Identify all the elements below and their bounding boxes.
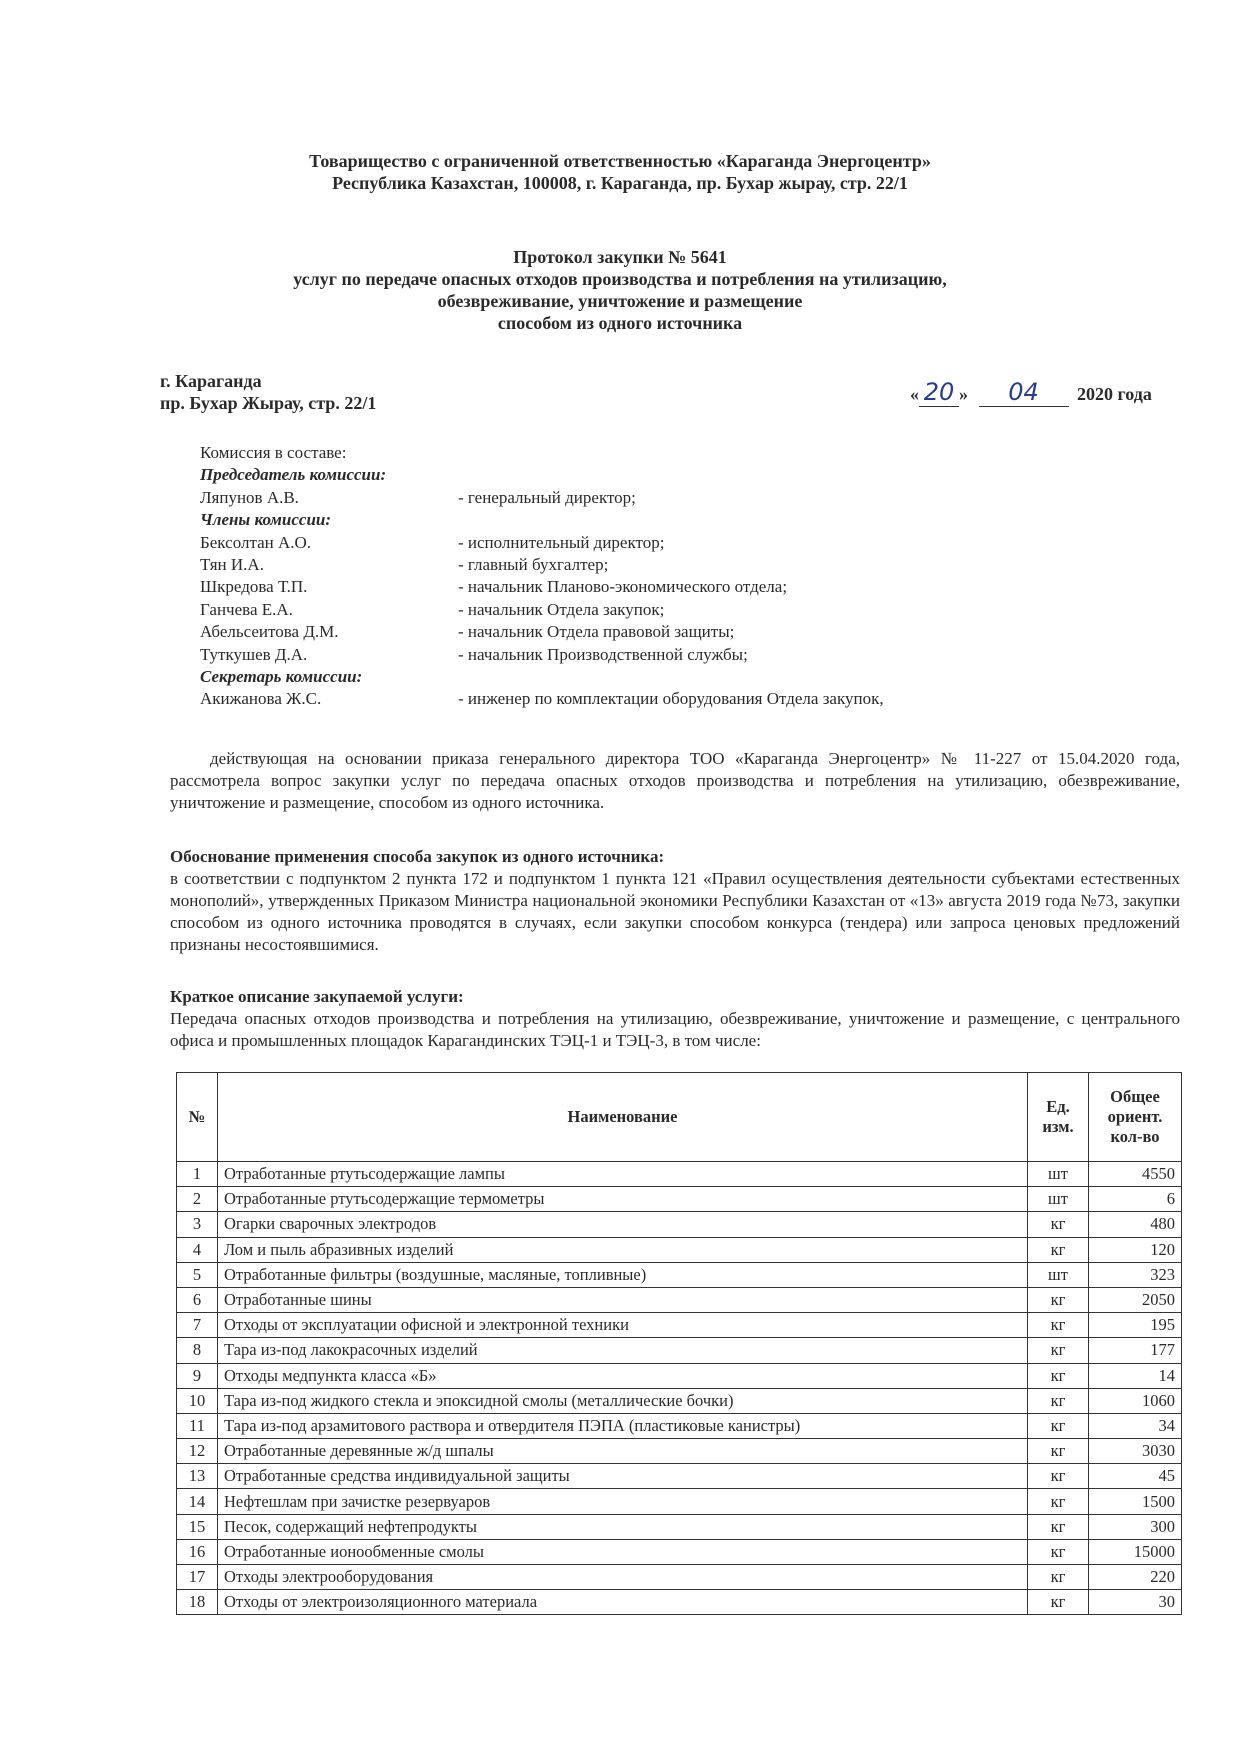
cell-name: Отработанные фильтры (воздушные, масляные, топливные) bbox=[218, 1262, 1028, 1287]
table-row bbox=[177, 1388, 1182, 1413]
table-row bbox=[177, 1237, 1182, 1262]
member-name: Бексолтан А.О. bbox=[200, 532, 312, 552]
cell-name: Отработанные ртутьсодержащие термометры bbox=[218, 1187, 1028, 1212]
table-row bbox=[177, 1262, 1182, 1287]
cell-unit: кг bbox=[1028, 1464, 1089, 1489]
commission-member-row bbox=[200, 487, 884, 509]
commission-list bbox=[200, 442, 884, 711]
cell-unit: шт bbox=[1028, 1162, 1089, 1187]
cell-unit: кг bbox=[1028, 1413, 1089, 1438]
members-heading: Члены комиссии: bbox=[200, 510, 332, 530]
member-role: - начальник Производственной службы; bbox=[458, 644, 748, 664]
cell-num: 10 bbox=[177, 1388, 218, 1413]
protocol-subject-line-1: услуг по передаче опасных отходов производства и потребления на утилизацию, bbox=[293, 269, 947, 289]
cell-unit: кг bbox=[1028, 1388, 1089, 1413]
justification-heading: Обоснование применения способа закупок из одного источника: bbox=[170, 847, 665, 866]
date-month: 04 bbox=[979, 378, 1069, 407]
commission-member-row bbox=[200, 576, 884, 598]
cell-name: Отходы от эксплуатации офисной и электронной техники bbox=[218, 1313, 1028, 1338]
cell-num: 5 bbox=[177, 1262, 218, 1287]
commission-member-row bbox=[200, 554, 884, 576]
member-role: - начальник Планово-экономического отдела; bbox=[458, 577, 788, 597]
table-row bbox=[177, 1590, 1182, 1615]
cell-num: 8 bbox=[177, 1338, 218, 1363]
cell-qty: 1500 bbox=[1089, 1489, 1182, 1514]
member-name: Тян И.А. bbox=[200, 554, 264, 574]
service-description-text: Передача опасных отходов производства и потребления на утилизацию, обезвреживание, уничтожение и размещение, с центрального офиса и промышленных площадок Карагандинских ТЭЦ-1 и ТЭЦ-3, в том числе: bbox=[170, 1009, 1180, 1050]
member-name: Туткушев Д.А. bbox=[200, 644, 308, 664]
commission-member-row bbox=[200, 599, 884, 621]
member-role: - начальник Отдела закупок; bbox=[458, 599, 665, 619]
cell-name: Отходы от электроизоляционного материала bbox=[218, 1590, 1028, 1615]
cell-num: 11 bbox=[177, 1413, 218, 1438]
organization-header bbox=[0, 150, 1240, 194]
cell-num: 13 bbox=[177, 1464, 218, 1489]
table-row bbox=[177, 1338, 1182, 1363]
date-open-quote: « bbox=[910, 384, 919, 404]
cell-qty: 195 bbox=[1089, 1313, 1182, 1338]
cell-qty: 300 bbox=[1089, 1514, 1182, 1539]
table-row bbox=[177, 1413, 1182, 1438]
cell-name: Отработанные шины bbox=[218, 1287, 1028, 1312]
commission-intro: Комиссия в составе: bbox=[200, 443, 347, 462]
cell-unit: кг bbox=[1028, 1489, 1089, 1514]
table-row bbox=[177, 1287, 1182, 1312]
justification-section bbox=[170, 846, 1180, 956]
cell-num: 16 bbox=[177, 1539, 218, 1564]
cell-unit: кг bbox=[1028, 1590, 1089, 1615]
table-header-row bbox=[177, 1073, 1182, 1162]
cell-name: Лом и пыль абразивных изделий bbox=[218, 1237, 1028, 1262]
protocol-date bbox=[910, 378, 1152, 407]
cell-unit: шт bbox=[1028, 1187, 1089, 1212]
cell-unit: кг bbox=[1028, 1565, 1089, 1590]
cell-name: Отработанные ртутьсодержащие лампы bbox=[218, 1162, 1028, 1187]
service-description-section bbox=[170, 986, 1180, 1052]
member-role: - начальник Отдела правовой защиты; bbox=[458, 622, 735, 642]
cell-qty: 177 bbox=[1089, 1338, 1182, 1363]
cell-num: 9 bbox=[177, 1363, 218, 1388]
table-row bbox=[177, 1565, 1182, 1590]
table-row bbox=[177, 1439, 1182, 1464]
cell-qty: 6 bbox=[1089, 1187, 1182, 1212]
justification-text: в соответствии с подпунктом 2 пункта 172 и подпунктом 1 пункта 121 «Правил осуществления деятельности субъектами естественных монополий», утвержденных Приказом Министра национальной экономики Республики Казахстан от «13» августа 2019 года №73, закупки способом из одного источника проводятся в случаях, если закупки способом конкурса (тендера) или запроса ценовых предложений признаны несостоявшимися. bbox=[170, 869, 1180, 954]
member-name: Абельсеитова Д.М. bbox=[200, 622, 339, 642]
cell-qty: 4550 bbox=[1089, 1162, 1182, 1187]
cell-num: 15 bbox=[177, 1514, 218, 1539]
cell-qty: 480 bbox=[1089, 1212, 1182, 1237]
cell-qty: 14 bbox=[1089, 1363, 1182, 1388]
cell-unit: кг bbox=[1028, 1287, 1089, 1312]
cell-qty: 45 bbox=[1089, 1464, 1182, 1489]
member-role: - исполнительный директор; bbox=[458, 532, 665, 552]
cell-name: Отработанные ионообменные смолы bbox=[218, 1539, 1028, 1564]
cell-num: 7 bbox=[177, 1313, 218, 1338]
member-role: - генеральный директор; bbox=[458, 487, 636, 507]
member-name: Шкредова Т.П. bbox=[200, 577, 308, 597]
decision-paragraph: действующая на основании приказа генерального директора ТОО «Караганда Энергоцентр» № 11-227 от 15.04.2020 года, рассмотрела вопрос закупки услуг по передача опасных отходов производства и потребления на утилизацию, обезвреживание, уничтожение и размещение, способом из одного источника. bbox=[170, 749, 1180, 812]
cell-num: 18 bbox=[177, 1590, 218, 1615]
member-role: - инженер по комплектации оборудования Отдела закупок, bbox=[458, 689, 884, 709]
cell-unit: кг bbox=[1028, 1237, 1089, 1262]
cell-name: Нефтешлам при зачистке резервуаров bbox=[218, 1489, 1028, 1514]
cell-num: 17 bbox=[177, 1565, 218, 1590]
cell-name: Огарки сварочных электродов bbox=[218, 1212, 1028, 1237]
commission-member-row bbox=[200, 621, 884, 643]
protocol-subject-line-3: способом из одного источника bbox=[497, 313, 743, 333]
cell-unit: кг bbox=[1028, 1313, 1089, 1338]
cell-qty: 220 bbox=[1089, 1565, 1182, 1590]
cell-qty: 15000 bbox=[1089, 1539, 1182, 1564]
protocol-title bbox=[0, 246, 1240, 334]
date-close-quote: » bbox=[959, 384, 968, 404]
service-description-heading: Краткое описание закупаемой услуги: bbox=[170, 987, 464, 1006]
table-row bbox=[177, 1212, 1182, 1237]
table-row bbox=[177, 1187, 1182, 1212]
address: пр. Бухар Жырау, стр. 22/1 bbox=[160, 393, 377, 413]
cell-num: 2 bbox=[177, 1187, 218, 1212]
member-name: Ляпунов А.В. bbox=[200, 487, 299, 507]
protocol-number: Протокол закупки № 5641 bbox=[513, 247, 727, 267]
cell-qty: 34 bbox=[1089, 1413, 1182, 1438]
cell-num: 14 bbox=[177, 1489, 218, 1514]
cell-unit: кг bbox=[1028, 1439, 1089, 1464]
org-name: Товарищество с ограниченной ответственностью «Караганда Энергоцентр» bbox=[309, 151, 931, 171]
commission-member-row bbox=[200, 532, 884, 554]
cell-qty: 3030 bbox=[1089, 1439, 1182, 1464]
col-header-qty: Общее ориент. кол-во bbox=[1089, 1073, 1182, 1162]
cell-qty: 120 bbox=[1089, 1237, 1182, 1262]
table-row bbox=[177, 1539, 1182, 1564]
cell-num: 3 bbox=[177, 1212, 218, 1237]
cell-name: Отходы медпункта класса «Б» bbox=[218, 1363, 1028, 1388]
member-name: Акижанова Ж.С. bbox=[200, 689, 322, 709]
member-role: - главный бухгалтер; bbox=[458, 554, 609, 574]
cell-unit: кг bbox=[1028, 1212, 1089, 1237]
cell-qty: 30 bbox=[1089, 1590, 1182, 1615]
commission-member-row bbox=[200, 644, 884, 666]
cell-qty: 323 bbox=[1089, 1262, 1182, 1287]
commission-member-row bbox=[200, 688, 884, 710]
table-row bbox=[177, 1464, 1182, 1489]
cell-name: Песок, содержащий нефтепродукты bbox=[218, 1514, 1028, 1539]
cell-unit: кг bbox=[1028, 1363, 1089, 1388]
col-header-name: Наименование bbox=[218, 1073, 1028, 1162]
cell-num: 6 bbox=[177, 1287, 218, 1312]
cell-name: Отходы электрооборудования bbox=[218, 1565, 1028, 1590]
chair-heading: Председатель комиссии: bbox=[200, 465, 387, 485]
protocol-subject-line-2: обезвреживание, уничтожение и размещение bbox=[437, 291, 803, 311]
cell-name: Тара из-под арзамитового раствора и отвердителя ПЭПА (пластиковые канистры) bbox=[218, 1413, 1028, 1438]
table-row bbox=[177, 1162, 1182, 1187]
cell-num: 12 bbox=[177, 1439, 218, 1464]
col-header-unit: Ед. изм. bbox=[1028, 1073, 1089, 1162]
place-block bbox=[160, 370, 376, 414]
cell-unit: кг bbox=[1028, 1338, 1089, 1363]
secretary-heading: Секретарь комиссии: bbox=[200, 666, 363, 686]
cell-name: Отработанные деревянные ж/д шпалы bbox=[218, 1439, 1028, 1464]
city: г. Караганда bbox=[160, 371, 262, 391]
cell-qty: 2050 bbox=[1089, 1287, 1182, 1312]
cell-num: 1 bbox=[177, 1162, 218, 1187]
date-day: 20 bbox=[919, 378, 959, 407]
cell-name: Отработанные средства индивидуальной защиты bbox=[218, 1464, 1028, 1489]
cell-qty: 1060 bbox=[1089, 1388, 1182, 1413]
table-row bbox=[177, 1514, 1182, 1539]
waste-items-table bbox=[176, 1072, 1182, 1615]
table-row bbox=[177, 1313, 1182, 1338]
cell-unit: шт bbox=[1028, 1262, 1089, 1287]
table-row bbox=[177, 1489, 1182, 1514]
cell-name: Тара из-под жидкого стекла и эпоксидной смолы (металлические бочки) bbox=[218, 1388, 1028, 1413]
member-name: Ганчева Е.А. bbox=[200, 599, 293, 619]
date-year: 2020 года bbox=[1077, 384, 1152, 404]
cell-unit: кг bbox=[1028, 1539, 1089, 1564]
col-header-num: № bbox=[177, 1073, 218, 1162]
org-address: Республика Казахстан, 100008, г. Караганда, пр. Бухар жырау, стр. 22/1 bbox=[332, 173, 908, 193]
cell-name: Тара из-под лакокрасочных изделий bbox=[218, 1338, 1028, 1363]
cell-num: 4 bbox=[177, 1237, 218, 1262]
table-row bbox=[177, 1363, 1182, 1388]
cell-unit: кг bbox=[1028, 1514, 1089, 1539]
